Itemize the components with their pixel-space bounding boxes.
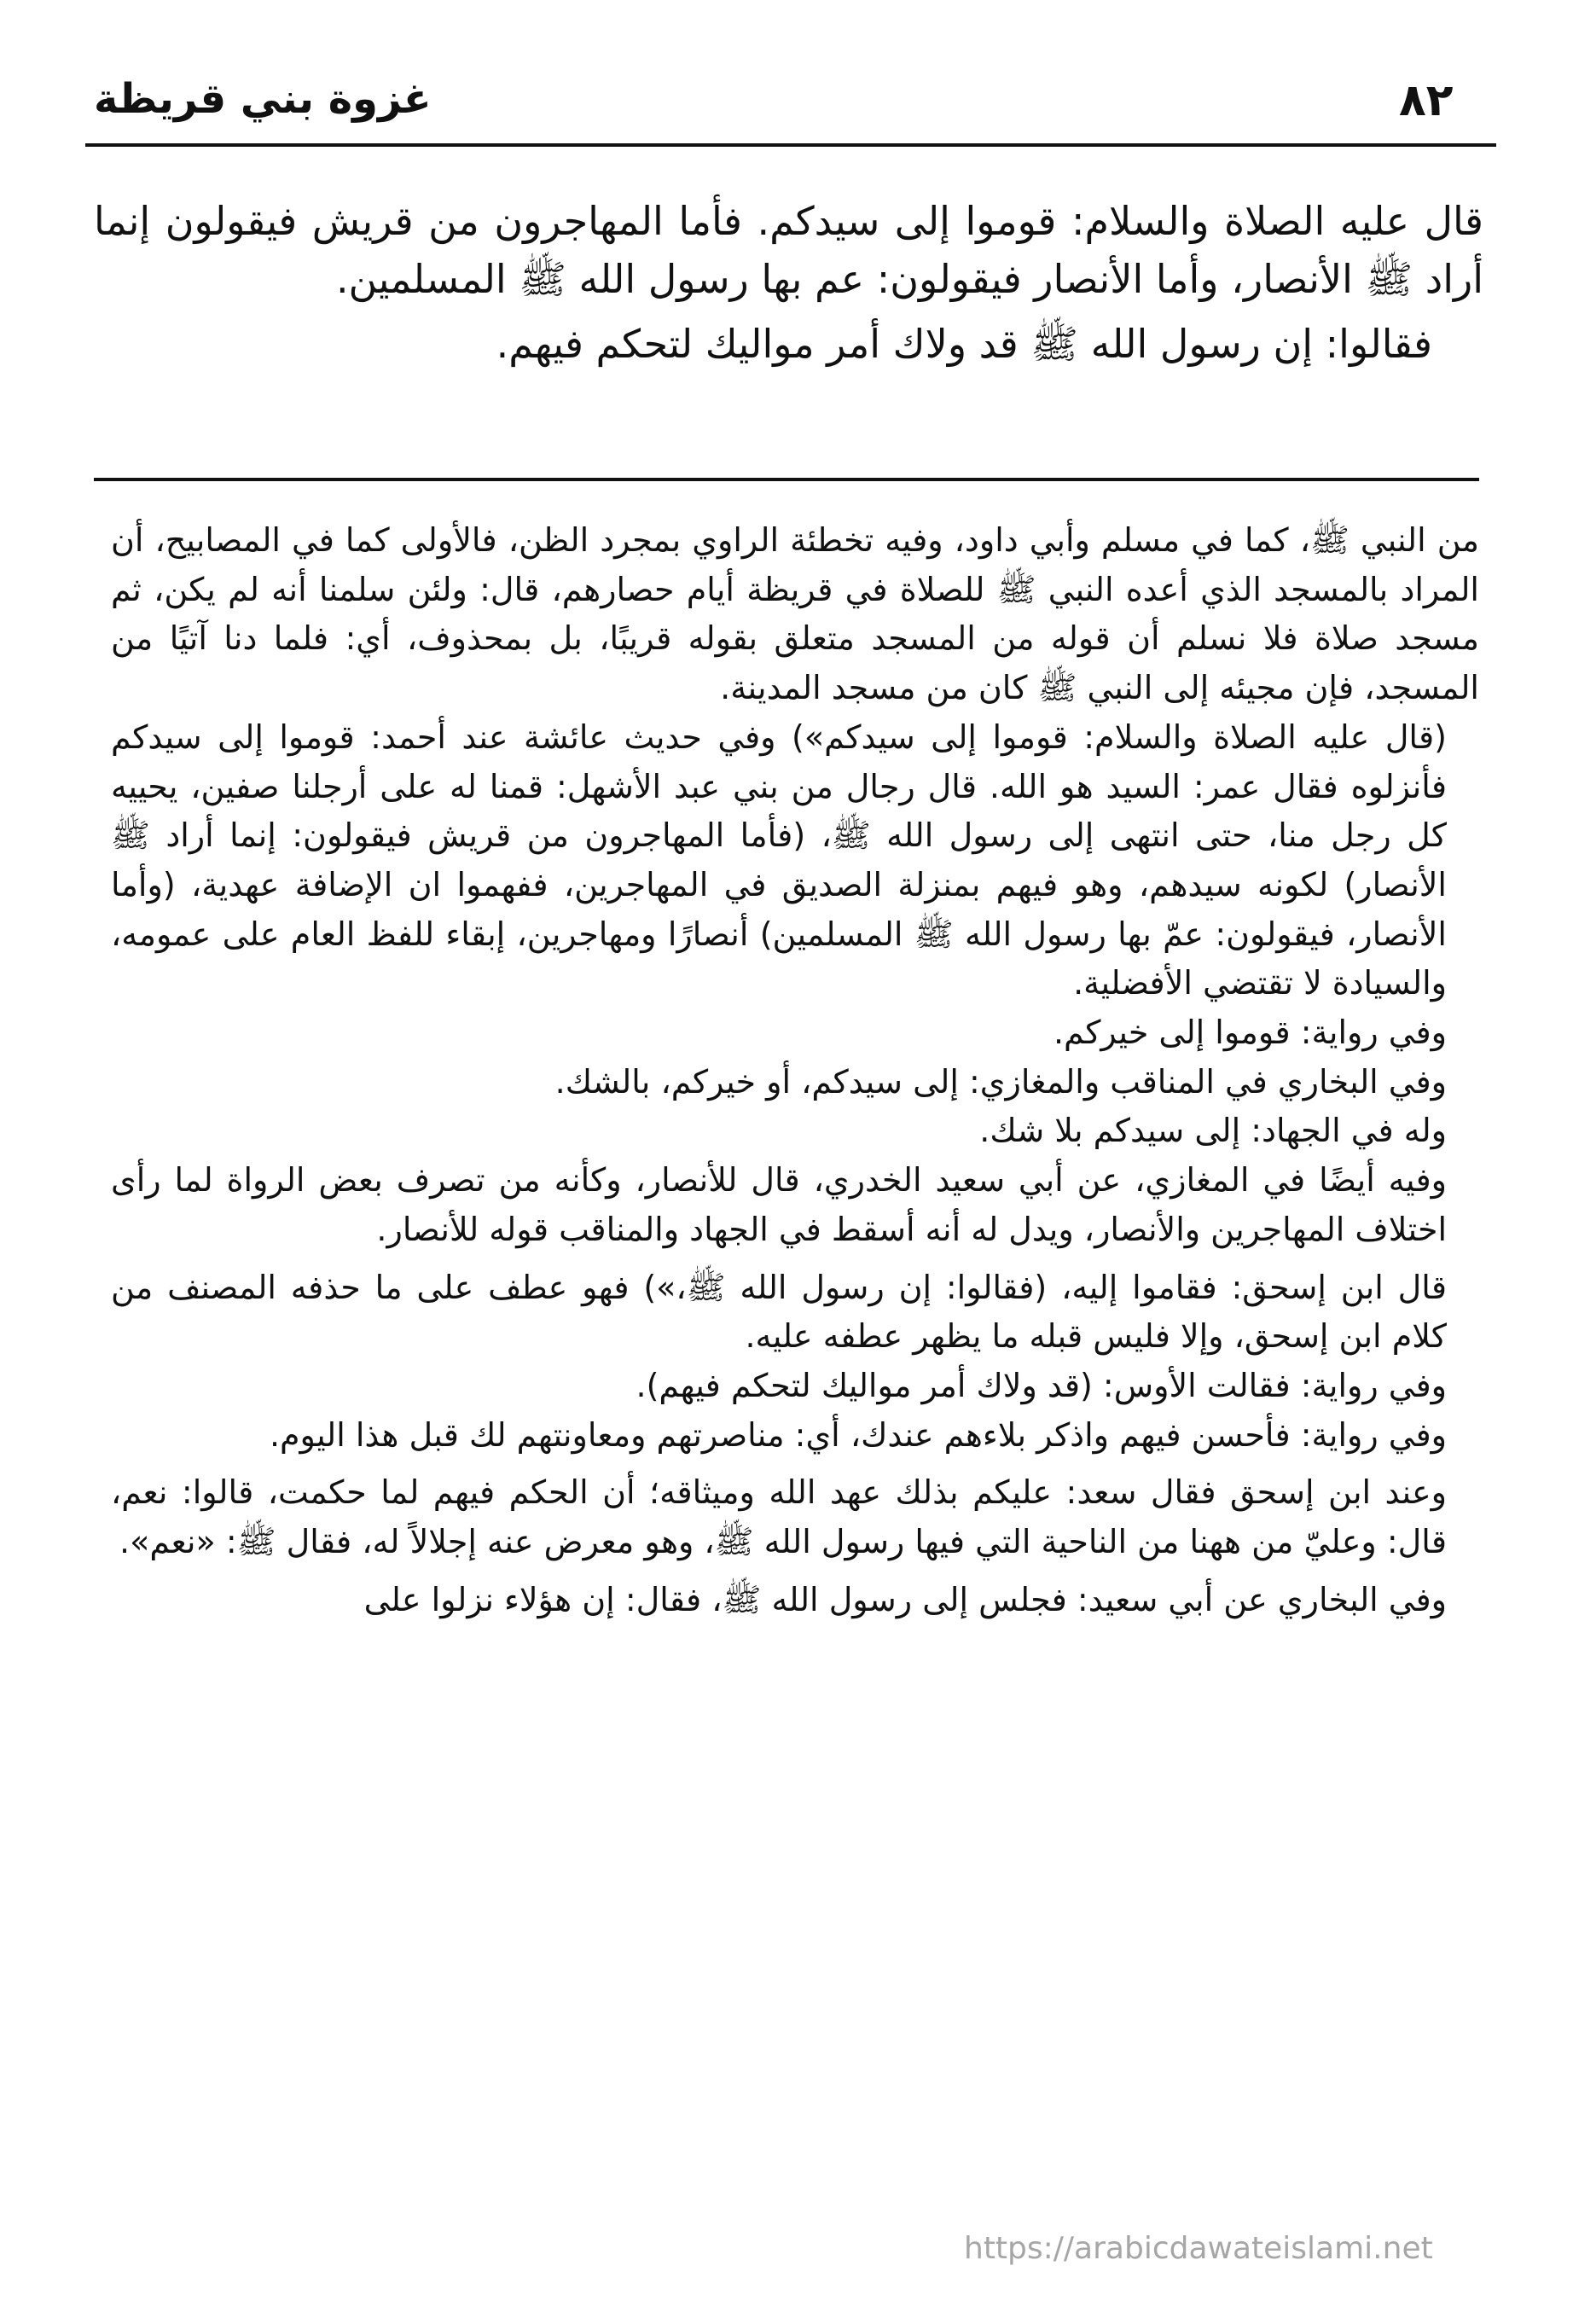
commentary-paragraph: وفي البخاري عن أبي سعيد: فجلس إلى رسول الله ﷺ، فقال: إن هؤلاء نزلوا على <box>363 1580 1447 1618</box>
commentary-paragraph: وله في الجهاد: إلى سيدكم بلا شك. <box>979 1112 1447 1150</box>
commentary-paragraph: وفيه أيضًا في المغازي، عن أبي سعيد الخدري، قال للأنصار، وكأنه من تصرف بعض الرواة لما رأى اختلاف المهاجرين والأنصار، ويدل له أنه أسقط في الجهاد والمناقب قوله للأنصار. <box>111 1161 1447 1248</box>
commentary-paragraph: من النبي ﷺ، كما في مسلم وأبي داود، وفيه تخطئة الراوي بمجرد الظن، فالأولى كما في المصابيح، أن المراد بالمسجد الذي أعده النبي ﷺ للصلاة في قريظة أيام حصارهم، قال: ولئن سلمنا أنه لم يكن، ثم مسجد صلاة فلا نسلم أن قوله من المسجد متعلق بقوله قريبًا، بل بمحذوف، أي: فلما دنا آتيًا من المسجد، فإن مجيئه إلى النبي ﷺ كان من مسجد المدينة. <box>111 521 1479 707</box>
commentary-paragraph: قال ابن إسحق: فقاموا إليه، (فقالوا: إن رسول الله ﷺ،») فهو عطف على ما حذفه المصنف من كلام ابن إسحق، وإلا فليس قبله ما يظهر عطفه عليه. <box>111 1268 1447 1356</box>
commentary-text <box>111 516 1479 1624</box>
commentary-paragraph: وفي رواية: فقالت الأوس: (قد ولاك أمر مواليك لتحكم فيهم). <box>636 1366 1447 1404</box>
page-number: ٨٢ <box>1399 75 1454 126</box>
main-text-paragraph: قال عليه الصلاة والسلام: قوموا إلى سيدكم. فأما المهاجرون من قريش فيقولون إنما أراد ﷺ الأنصار، وأما الأنصار فيقولون: عم بها رسول الله ﷺ المسلمين. <box>94 198 1483 302</box>
page-header <box>94 75 1496 143</box>
main-text <box>94 192 1483 373</box>
commentary-paragraph: (قال عليه الصلاة والسلام: قوموا إلى سيدكم») وفي حديث عائشة عند أحمد: قوموا إلى سيدكم فأنزلوه فقال عمر: السيد هو الله. قال رجال من بني عبد الأشهل: قمنا له على أرجلنا صفين، يحييه كل رجل منا، حتى انتهى إلى رسول الله ﷺ، (فأما المهاجرون من قريش فيقولون: إنما أراد ﷺ الأنصار) لكونه سيدهم، وهو فيهم بمنزلة الصديق في المهاجرين، ففهموا ان الإضافة عهدية، (وأما الأنصار، فيقولون: عمّ بها رسول الله ﷺ المسلمين) أنصارًا ومهاجرين، إبقاء للفظ العام على عمومه، والسيادة لا تقتضي الأفضلية. <box>111 718 1447 1002</box>
commentary-paragraph: وفي البخاري في المناقب والمغازي: إلى سيدكم، أو خيركم، بالشك. <box>554 1062 1447 1101</box>
commentary-paragraph: وعند ابن إسحق فقال سعد: عليكم بذلك عهد الله وميثاقه؛ أن الحكم فيهم لما حكمت، قالوا: نعم، قال: وعليّ من ههنا من الناحية التي فيها رسول الله ﷺ، وهو معرض عنه إجلالاً له، فقال ﷺ: «نعم». <box>111 1473 1447 1561</box>
separator-rule <box>94 478 1479 481</box>
commentary-paragraph: وفي رواية: قوموا إلى خيركم. <box>1053 1014 1447 1052</box>
watermark-url: https://arabicdawateislami.net <box>964 2231 1433 2266</box>
header-rule <box>85 143 1496 147</box>
running-title: غزوة بني قريظة <box>94 75 432 123</box>
commentary-paragraph: وفي رواية: فأحسن فيهم واذكر بلاءهم عندك، أي: مناصرتهم ومعاونتهم لك قبل هذا اليوم. <box>269 1415 1447 1454</box>
main-text-paragraph: فقالوا: إن رسول الله ﷺ قد ولاك أمر مواليك لتحكم فيهم. <box>496 321 1432 367</box>
